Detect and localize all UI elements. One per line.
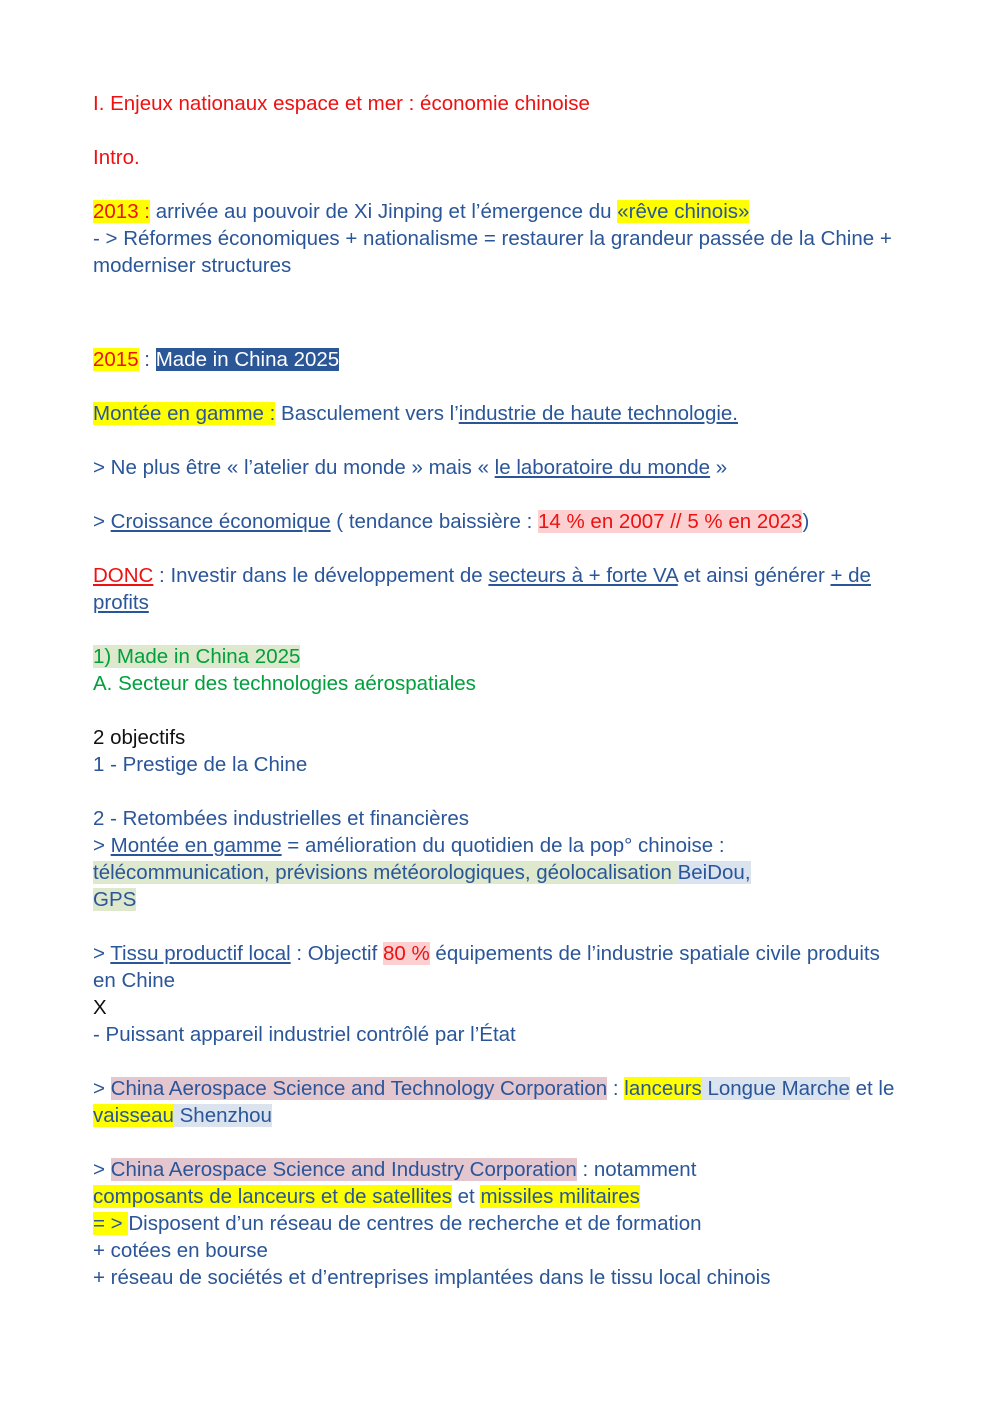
tissu-stat-highlight: 80 % (382, 942, 430, 965)
document-title-text: I. Enjeux nationaux espace et mer : économie chinoise (93, 92, 590, 115)
casc-company-highlight: China Aerospace Science and Technology Corporation (110, 1077, 608, 1100)
de-profits-underlined: + de profits (93, 564, 871, 614)
spacer (93, 697, 898, 724)
casic-company-highlight: China Aerospace Science and Industry Corporation (110, 1158, 577, 1181)
longue-marche-highlight: Longue Marche (701, 1077, 850, 1100)
casc-prefix: > (93, 1077, 111, 1100)
paragraph-donc (93, 562, 898, 616)
spacer (93, 1129, 898, 1156)
casic-et: et (451, 1185, 481, 1208)
section-1-heading (93, 643, 898, 697)
spacer (93, 279, 898, 306)
tissu-text-a: : Objectif (290, 942, 383, 965)
objectifs-list (93, 724, 898, 778)
objectif-item-2: 2 - Retombées industrielles et financières (93, 807, 470, 830)
spacer (93, 117, 898, 144)
spacer (93, 171, 898, 198)
spacer (93, 427, 898, 454)
spacer (93, 333, 898, 346)
intro-heading-text: Intro. (93, 146, 140, 169)
paragraph-atelier (93, 454, 898, 481)
missiles-militaires-highlight: missiles militaires (480, 1185, 640, 1208)
spacer (93, 778, 898, 805)
telecom-highlight: télécommunication, prévisions météorologiques, géolocalisation (93, 861, 672, 884)
reseau-societes-text: + réseau de sociétés et d’entreprises implantées dans le tissu local chinois (93, 1266, 771, 1289)
spacer (93, 535, 898, 562)
beidou-highlight: BeiDou, (677, 861, 751, 884)
montee-text: Basculement vers l’ (275, 402, 459, 425)
arrow-highlight: = > (93, 1212, 129, 1235)
paragraph-retombees (93, 805, 898, 913)
vaisseau-highlight: vaisseau (93, 1104, 174, 1127)
montee-en-gamme-highlight: Montée en gamme (93, 402, 270, 425)
x-marker: X (93, 996, 107, 1019)
composants-highlight: composants de lanceurs et de satellites (93, 1185, 452, 1208)
objectifs-title: 2 objectifs (93, 726, 186, 749)
gps-highlight: GPS (93, 888, 137, 911)
montee-colon: : (269, 402, 276, 425)
laboratoire-du-monde-underlined: le laboratoire du monde (494, 456, 711, 479)
disposent-text: Disposent d’un réseau de centres de recherche et de formation (128, 1212, 702, 1235)
donc-text-b: et ainsi générer (677, 564, 831, 587)
croissance-prefix: > (93, 510, 111, 533)
atelier-text-a: > Ne plus être « l’atelier du monde » mais « (93, 456, 495, 479)
paragraph-2013-text: arrivée au pouvoir de Xi Jinping et l’émergence du (150, 200, 618, 223)
spacer (93, 1048, 898, 1075)
donc-text-a: : Investir dans le développement de (153, 564, 489, 587)
year-2015-highlight: 2015 (93, 348, 139, 371)
montee2-prefix: > (93, 834, 111, 857)
spacer (93, 373, 898, 400)
paragraph-tissu-productif (93, 940, 898, 1048)
year-2013-highlight: 2013 : (93, 200, 150, 223)
document-title (93, 90, 898, 117)
casic-text-a: : notamment (576, 1158, 697, 1181)
croissance-text-b: ) (802, 510, 810, 533)
objectif-item-1: 1 - Prestige de la Chine (93, 753, 308, 776)
spacer (93, 616, 898, 643)
section-1-subheading-text: A. Secteur des technologies aérospatiales (93, 672, 476, 695)
document-body (93, 90, 898, 1291)
paragraph-2015-colon: : (138, 348, 156, 371)
etat-line: - Puissant appareil industriel contrôlé par l’État (93, 1023, 516, 1046)
montee-en-gamme-underlined: Montée en gamme (110, 834, 282, 857)
spacer (93, 913, 898, 940)
section-1-heading-text: 1) Made in China 2025 (93, 645, 301, 668)
tissu-prefix: > (93, 942, 111, 965)
spacer (93, 481, 898, 508)
donc-label: DONC (93, 564, 154, 587)
croissance-text-a: ( tendance baissière : (330, 510, 539, 533)
spacer (93, 306, 898, 333)
shenzhou-highlight: Shenzhou (173, 1104, 272, 1127)
haute-technologie-underlined: industrie de haute technologie. (458, 402, 738, 425)
casic-prefix: > (93, 1158, 111, 1181)
cotees-en-bourse-text: + cotées en bourse (93, 1239, 268, 1262)
casc-colon: : (607, 1077, 625, 1100)
croissance-stat-highlight: 14 % en 2007 // 5 % en 2023 (538, 510, 803, 533)
casc-et-le: et le (849, 1077, 895, 1100)
made-in-china-selection[interactable]: Made in China 2025 (155, 348, 340, 371)
croissance-economique-underlined: Croissance économique (110, 510, 331, 533)
tissu-text-b: équipements de l’industrie spatiale civile produits en Chine (93, 942, 880, 992)
paragraph-montee-en-gamme (93, 400, 898, 427)
secteurs-forte-va-underlined: secteurs à + forte VA (488, 564, 678, 587)
paragraph-2015 (93, 346, 898, 373)
montee2-text-a: = amélioration du quotidien de la pop° chinoise : (281, 834, 725, 857)
reve-chinois-highlight: «rêve chinois» (617, 200, 750, 223)
lanceurs-highlight: lanceurs (624, 1077, 702, 1100)
intro-heading (93, 144, 898, 171)
atelier-text-b: » (710, 456, 728, 479)
paragraph-croissance (93, 508, 898, 535)
tissu-productif-local-underlined: Tissu productif local (110, 942, 291, 965)
paragraph-casc (93, 1075, 898, 1129)
paragraph-2013-line2: - > Réformes économiques + nationalisme = restaurer la grandeur passée de la Chine + moderniser structures (93, 227, 892, 277)
paragraph-casic (93, 1156, 898, 1291)
paragraph-2013 (93, 198, 898, 279)
telecom-space (672, 861, 678, 884)
